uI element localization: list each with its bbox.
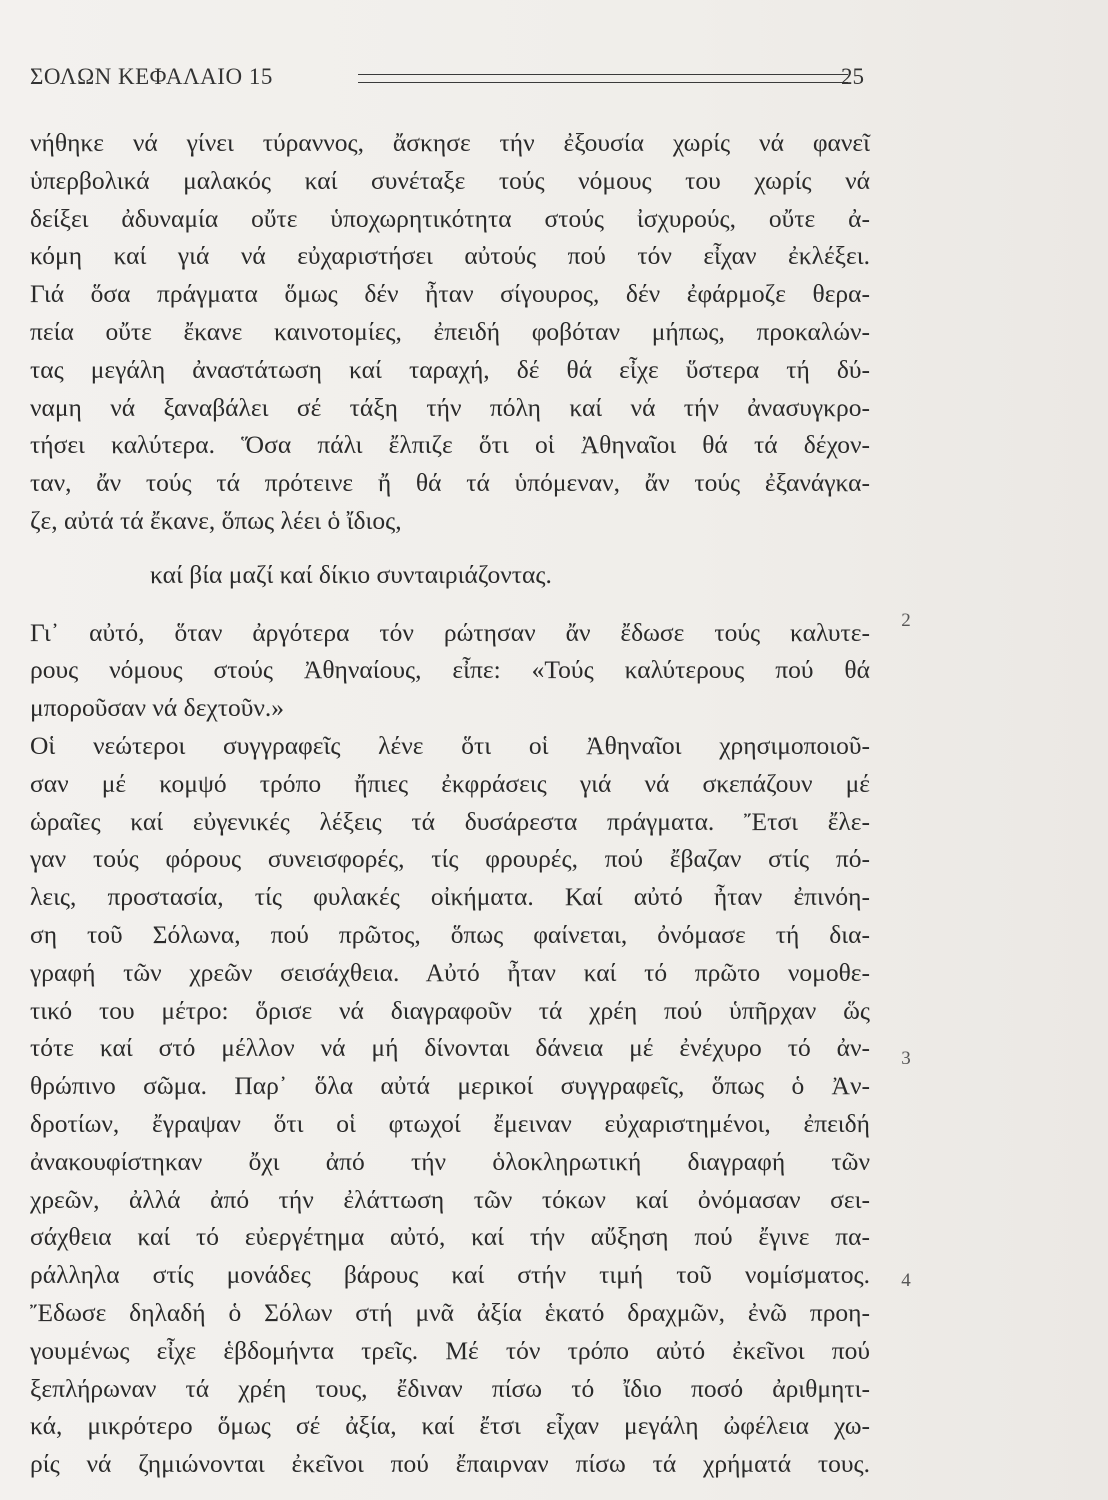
text-line: σαν μέ κομψό τρόπο ἤπιες ἐκφράσεις γιά νά σκεπάζουν μέ bbox=[30, 768, 870, 798]
text-line: πεία οὔτε ἔκανε καινοτομίες, ἐπειδή φοβόταν μήπως, προκαλών- bbox=[30, 316, 870, 346]
text-line: λεις, προστασία, τίς φυλακές οἰκήματα. Καί αὐτό ἦταν ἐπινόη- bbox=[30, 882, 870, 912]
text-line: κόμη καί γιά νά εὐχαριστήσει αὐτούς πού τόν εἶχαν ἐκλέξει. bbox=[30, 241, 870, 271]
text-line: χρεῶν, ἀλλά ἀπό τήν ἐλάττωση τῶν τόκων καί ὀνόμασαν σει- bbox=[30, 1184, 870, 1214]
text-line: ράλληλα στίς μονάδες βάρους καί στήν τιμή τοῦ νομίσματος. bbox=[30, 1260, 870, 1290]
page-header bbox=[30, 58, 864, 98]
text-line: Οἱ νεώτεροι συγγραφεῖς λένε ὅτι οἱ Ἀθηναῖοι χρησιμοποιοῦ- bbox=[30, 730, 870, 760]
text-line: δροτίων, ἔγραψαν ὅτι οἱ φτωχοί ἔμειναν εὐχαριστημένοι, ἐπειδή bbox=[30, 1108, 870, 1138]
verse-quote: καί βία μαζί καί δίκιο συνταιριάζοντας. bbox=[150, 559, 552, 589]
text-line: τικό του μέτρο: ὅρισε νά διαγραφοῦν τά χρέη πού ὑπῆρχαν ὥς bbox=[30, 995, 870, 1025]
text-line: Ἔδωσε δηλαδή ὁ Σόλων στή μνᾶ ἀξία ἑκατό δραχμῶν, ἐνῶ προη- bbox=[30, 1297, 870, 1327]
text-line: Γιά ὅσα πράγματα ὅμως δέν ἦταν σίγουρος, δέν ἐφάρμοζε θερα- bbox=[30, 279, 870, 309]
text-line: τήσει καλύτερα. Ὅσα πάλι ἔλπιζε ὅτι οἱ Ἀθηναῖοι θά τά δέχον- bbox=[30, 430, 870, 460]
text-line: ξεπλήρωναν τά χρέη τους, ἔδιναν πίσω τό ἴδιο ποσό ἀριθμητι- bbox=[30, 1373, 870, 1403]
paragraph-1 bbox=[30, 124, 870, 540]
text-line: γουμένως εἶχε ἑβδομήντα τρεῖς. Μέ τόν τρόπο αὐτό ἐκεῖνοι πού bbox=[30, 1335, 870, 1365]
running-head: ΣΟΛΩΝ ΚΕΦΑΛΑΙΟ 15 bbox=[30, 64, 273, 89]
margin-section-number: 3 bbox=[901, 1048, 911, 1069]
margin-section-number: 4 bbox=[901, 1270, 911, 1291]
text-line: ρίς νά ζημιώνονται ἐκεῖνοι πού ἔπαιρναν πίσω τά χρήματά τους. bbox=[30, 1449, 870, 1479]
paragraph-3 bbox=[30, 727, 870, 1483]
text-line: νήθηκε νά γίνει τύραννος, ἄσκησε τήν ἐξουσία χωρίς νά φανεῖ bbox=[30, 128, 870, 157]
text-line: ζε, αὐτά τά ἔκανε, ὅπως λέει ὁ ἴδιος, bbox=[30, 505, 402, 535]
text-line: τότε καί στό μέλλον νά μή δίνονται δάνεια μέ ἐνέχυρο τό ἀν- bbox=[30, 1033, 870, 1063]
text-line: ἀνακουφίστηκαν ὄχι ἀπό τήν ὁλοκληρωτική διαγραφή τῶν bbox=[30, 1146, 870, 1176]
text-line: ρους νόμους στούς Ἀθηναίους, εἶπε: «Τούς καλύτερους πού θά bbox=[30, 655, 870, 685]
text-line: δείξει ἀδυναμία οὔτε ὑποχωρητικότητα στούς ἰσχυρούς, οὔτε ἀ- bbox=[30, 203, 870, 233]
text-line: ὑπερβολικά μαλακός καί συνέταξε τούς νόμους του χωρίς νά bbox=[30, 165, 870, 195]
text-line: ταν, ἄν τούς τά πρότεινε ἤ θά τά ὑπόμεναν, ἄν τούς ἐξανάγκα- bbox=[30, 468, 870, 498]
text-line: ση τοῦ Σόλωνα, πού πρῶτος, ὅπως φαίνεται, ὀνόμασε τή δια- bbox=[30, 919, 870, 949]
margin-section-number: 2 bbox=[901, 610, 911, 631]
text-line: τας μεγάλη ἀναστάτωση καί ταραχή, δέ θά εἶχε ὕστερα τή δύ- bbox=[30, 354, 870, 384]
body-text bbox=[30, 124, 870, 1483]
text-line: γαν τούς φόρους συνεισφορές, τίς φρουρές, πού ἔβαζαν στίς πό- bbox=[30, 844, 870, 874]
text-line: μποροῦσαν νά δεχτοῦν.» bbox=[30, 693, 284, 723]
header-double-rule bbox=[358, 74, 848, 83]
text-line: ὡραῖες καί εὐγενικές λέξεις τά δυσάρεστα πράγματα. Ἔτσι ἔλε- bbox=[30, 806, 870, 836]
text-line: ναμη νά ξαναβάλει σέ τάξη τήν πόλη καί νά τήν ἀνασυγκρο- bbox=[30, 392, 870, 422]
page-number: 25 bbox=[841, 64, 864, 89]
text-line: γραφή τῶν χρεῶν σεισάχθεια. Αὐτό ἦταν καί τό πρῶτο νομοθε- bbox=[30, 957, 870, 987]
text-line: Γι᾽ αὐτό, ὅταν ἀργότερα τόν ρώτησαν ἄν ἔδωσε τούς καλυτε- bbox=[30, 617, 870, 647]
text-line: κά, μικρότερο ὅμως σέ ἀξία, καί ἔτσι εἶχαν μεγάλη ὠφέλεια χω- bbox=[30, 1411, 870, 1441]
text-line: θρώπινο σῶμα. Παρ᾽ ὅλα αὐτά μερικοί συγγραφεῖς, ὅπως ὁ Ἀν- bbox=[30, 1071, 870, 1101]
paragraph-2 bbox=[30, 614, 870, 727]
text-line: σάχθεια καί τό εὐεργέτημα αὐτό, καί τήν αὔξηση πού ἔγινε πα- bbox=[30, 1222, 870, 1252]
